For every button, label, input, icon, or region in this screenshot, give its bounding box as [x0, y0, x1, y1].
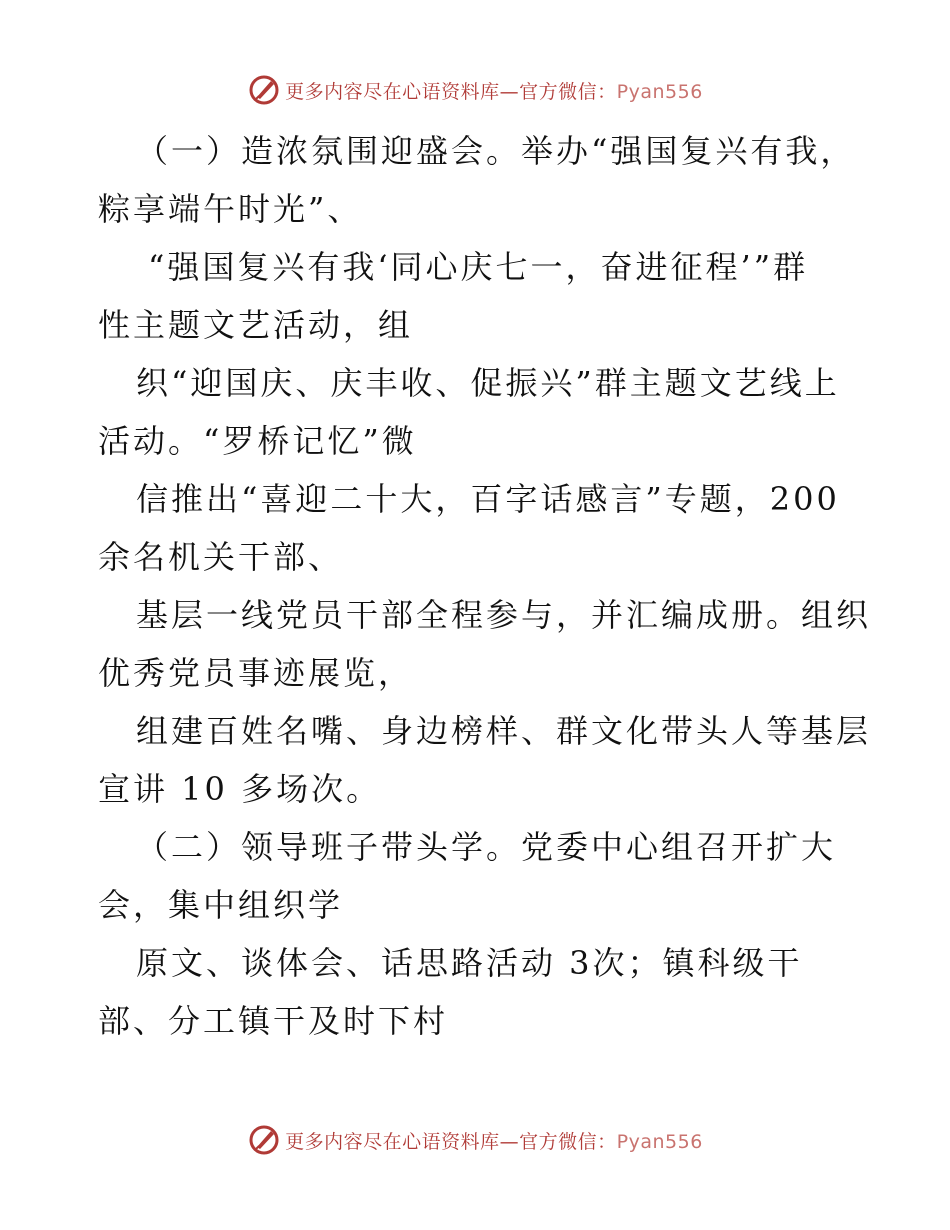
watermark-wechat-id: Pyan556 — [616, 80, 703, 103]
paragraph-line: 活动。“罗桥记忆”微 — [98, 422, 417, 460]
paragraph-line: （二）领导班子带头学。党委中心组召开扩大 — [136, 828, 837, 866]
watermark-wechat-id: Pyan556 — [616, 1130, 703, 1153]
paragraph-line: 会，集中组织学 — [98, 886, 344, 924]
paragraph-line: （一）造浓氛围迎盛会。举办“强国复兴有我， — [136, 132, 856, 170]
document-body — [98, 122, 872, 1050]
paragraph-line: 宣讲 10 多场次。 — [98, 770, 382, 808]
watermark-label: 更多内容尽在心语资料库—官方微信： — [285, 80, 617, 103]
quill-pen-circle-icon — [247, 73, 281, 107]
paragraph-line: 组建百姓名嘴、身边榜样、群文化带头人等基层 — [136, 712, 872, 750]
paragraph-line: 粽享端午时光”、 — [98, 190, 363, 228]
watermark-text — [285, 77, 703, 104]
paragraph-line: 织“迎国庆、庆丰收、促振兴”群主题文艺线上 — [136, 364, 840, 402]
watermark-label: 更多内容尽在心语资料库—官方微信： — [285, 1130, 617, 1153]
paragraph-line: 部、分工镇干及时下村 — [98, 1002, 449, 1040]
paragraph-line: 原文、谈体会、话思路活动 3次；镇科级干 — [136, 944, 803, 982]
header-watermark — [0, 70, 950, 110]
paragraph-line: 优秀党员事迹展览， — [98, 654, 414, 692]
watermark-text — [285, 1127, 703, 1154]
paragraph-line: 性主题文艺活动，组 — [98, 306, 414, 344]
footer-watermark — [0, 1120, 950, 1160]
paragraph-line: 基层一线党员干部全程参与，并汇编成册。组织 — [136, 596, 872, 634]
paragraph-line: 信推出“喜迎二十大，百字话感言”专题，200 — [136, 480, 840, 518]
paragraph-line: “强国复兴有我‘同心庆七一，奋进征程’”群 — [148, 248, 809, 286]
quill-pen-circle-icon — [247, 1123, 281, 1157]
paragraph-line: 余名机关干部、 — [98, 538, 344, 576]
